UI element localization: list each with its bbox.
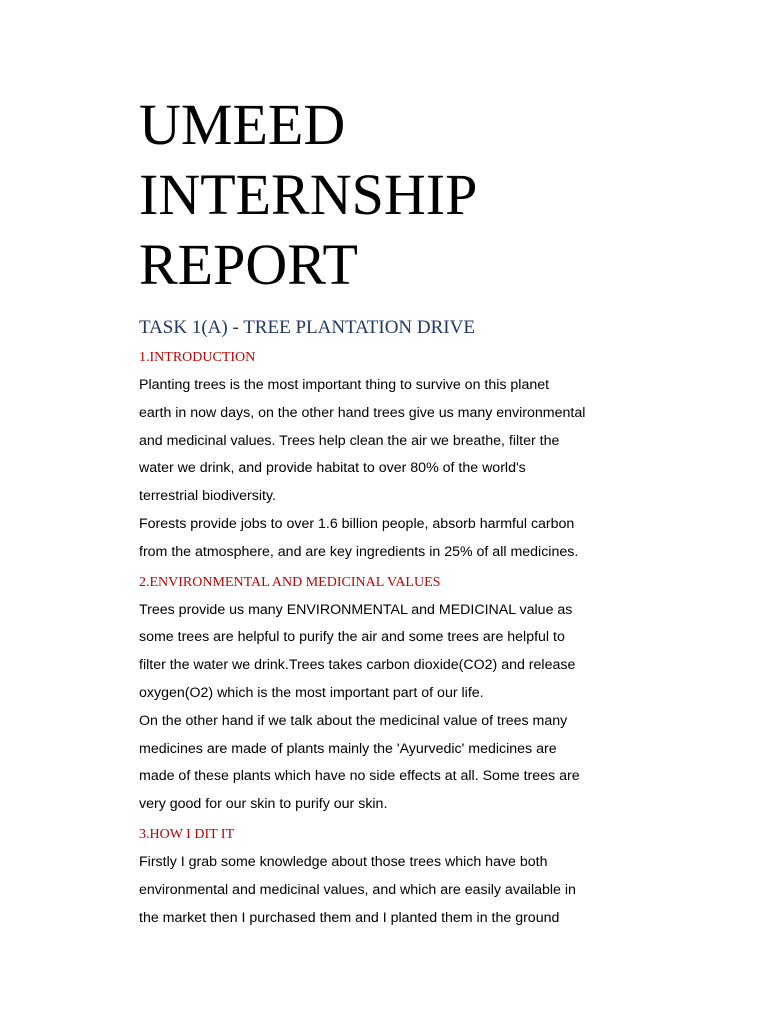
- paragraph-line: Planting trees is the most important thing to survive on this planet: [139, 377, 550, 393]
- paragraph-line: very good for our skin to purify our skin.: [139, 796, 388, 813]
- section-heading: 1.INTRODUCTION: [139, 350, 256, 365]
- paragraph-line: water we drink, and provide habitat to over 80% of the world's: [139, 460, 526, 477]
- report-title: [139, 90, 639, 300]
- section-introduction: [139, 344, 639, 567]
- paragraph-line: some trees are helpful to purify the air and some trees are helpful to: [139, 629, 565, 646]
- title-line-1: UMEED: [139, 92, 346, 157]
- paragraph-line: Forests provide jobs to over 1.6 billion people, absorb harmful carbon: [139, 515, 575, 532]
- title-line-3: REPORT: [139, 232, 358, 297]
- paragraph-line: Firstly I grab some knowledge about those trees which have both: [139, 853, 548, 870]
- section-how-i-did-it: [139, 821, 639, 932]
- paragraph-line: earth in now days, on the other hand trees give us many environmental: [139, 404, 586, 421]
- paragraph-line: terrestrial biodiversity.: [139, 488, 276, 505]
- paragraph-line: oxygen(O2) which is the most important part of our life.: [139, 684, 484, 701]
- section-heading: 3.HOW I DIT IT: [139, 826, 235, 842]
- paragraph-line: made of these plants which have no side effects at all. Some trees are: [139, 768, 580, 785]
- paragraph-line: filter the water we drink.Trees takes carbon dioxide(CO2) and release: [139, 657, 576, 674]
- paragraph-line: the market then I purchased them and I planted them in the ground: [139, 909, 560, 926]
- paragraph-line: and medicinal values. Trees help clean the air we breathe, filter the: [139, 432, 560, 449]
- section-heading: 2.ENVIRONMENTAL AND MEDICINAL VALUES: [139, 574, 441, 590]
- document-content: [139, 90, 639, 932]
- paragraph-line: On the other hand if we talk about the medicinal value of trees many: [139, 712, 568, 729]
- title-line-2: INTERNSHIP: [139, 162, 478, 227]
- paragraph-line: from the atmosphere, and are key ingredients in 25% of all medicines.: [139, 543, 579, 560]
- section-environmental-medicinal-values: [139, 569, 639, 819]
- task-heading: TASK 1(A) - TREE PLANTATION DRIVE: [139, 317, 475, 338]
- paragraph-line: Trees provide us many ENVIRONMENTAL and MEDICINAL value as: [139, 601, 573, 618]
- paragraph-line: environmental and medicinal values, and which are easily available in: [139, 881, 576, 898]
- paragraph-line: medicines are made of plants mainly the 'Ayurvedic' medicines are: [139, 740, 557, 757]
